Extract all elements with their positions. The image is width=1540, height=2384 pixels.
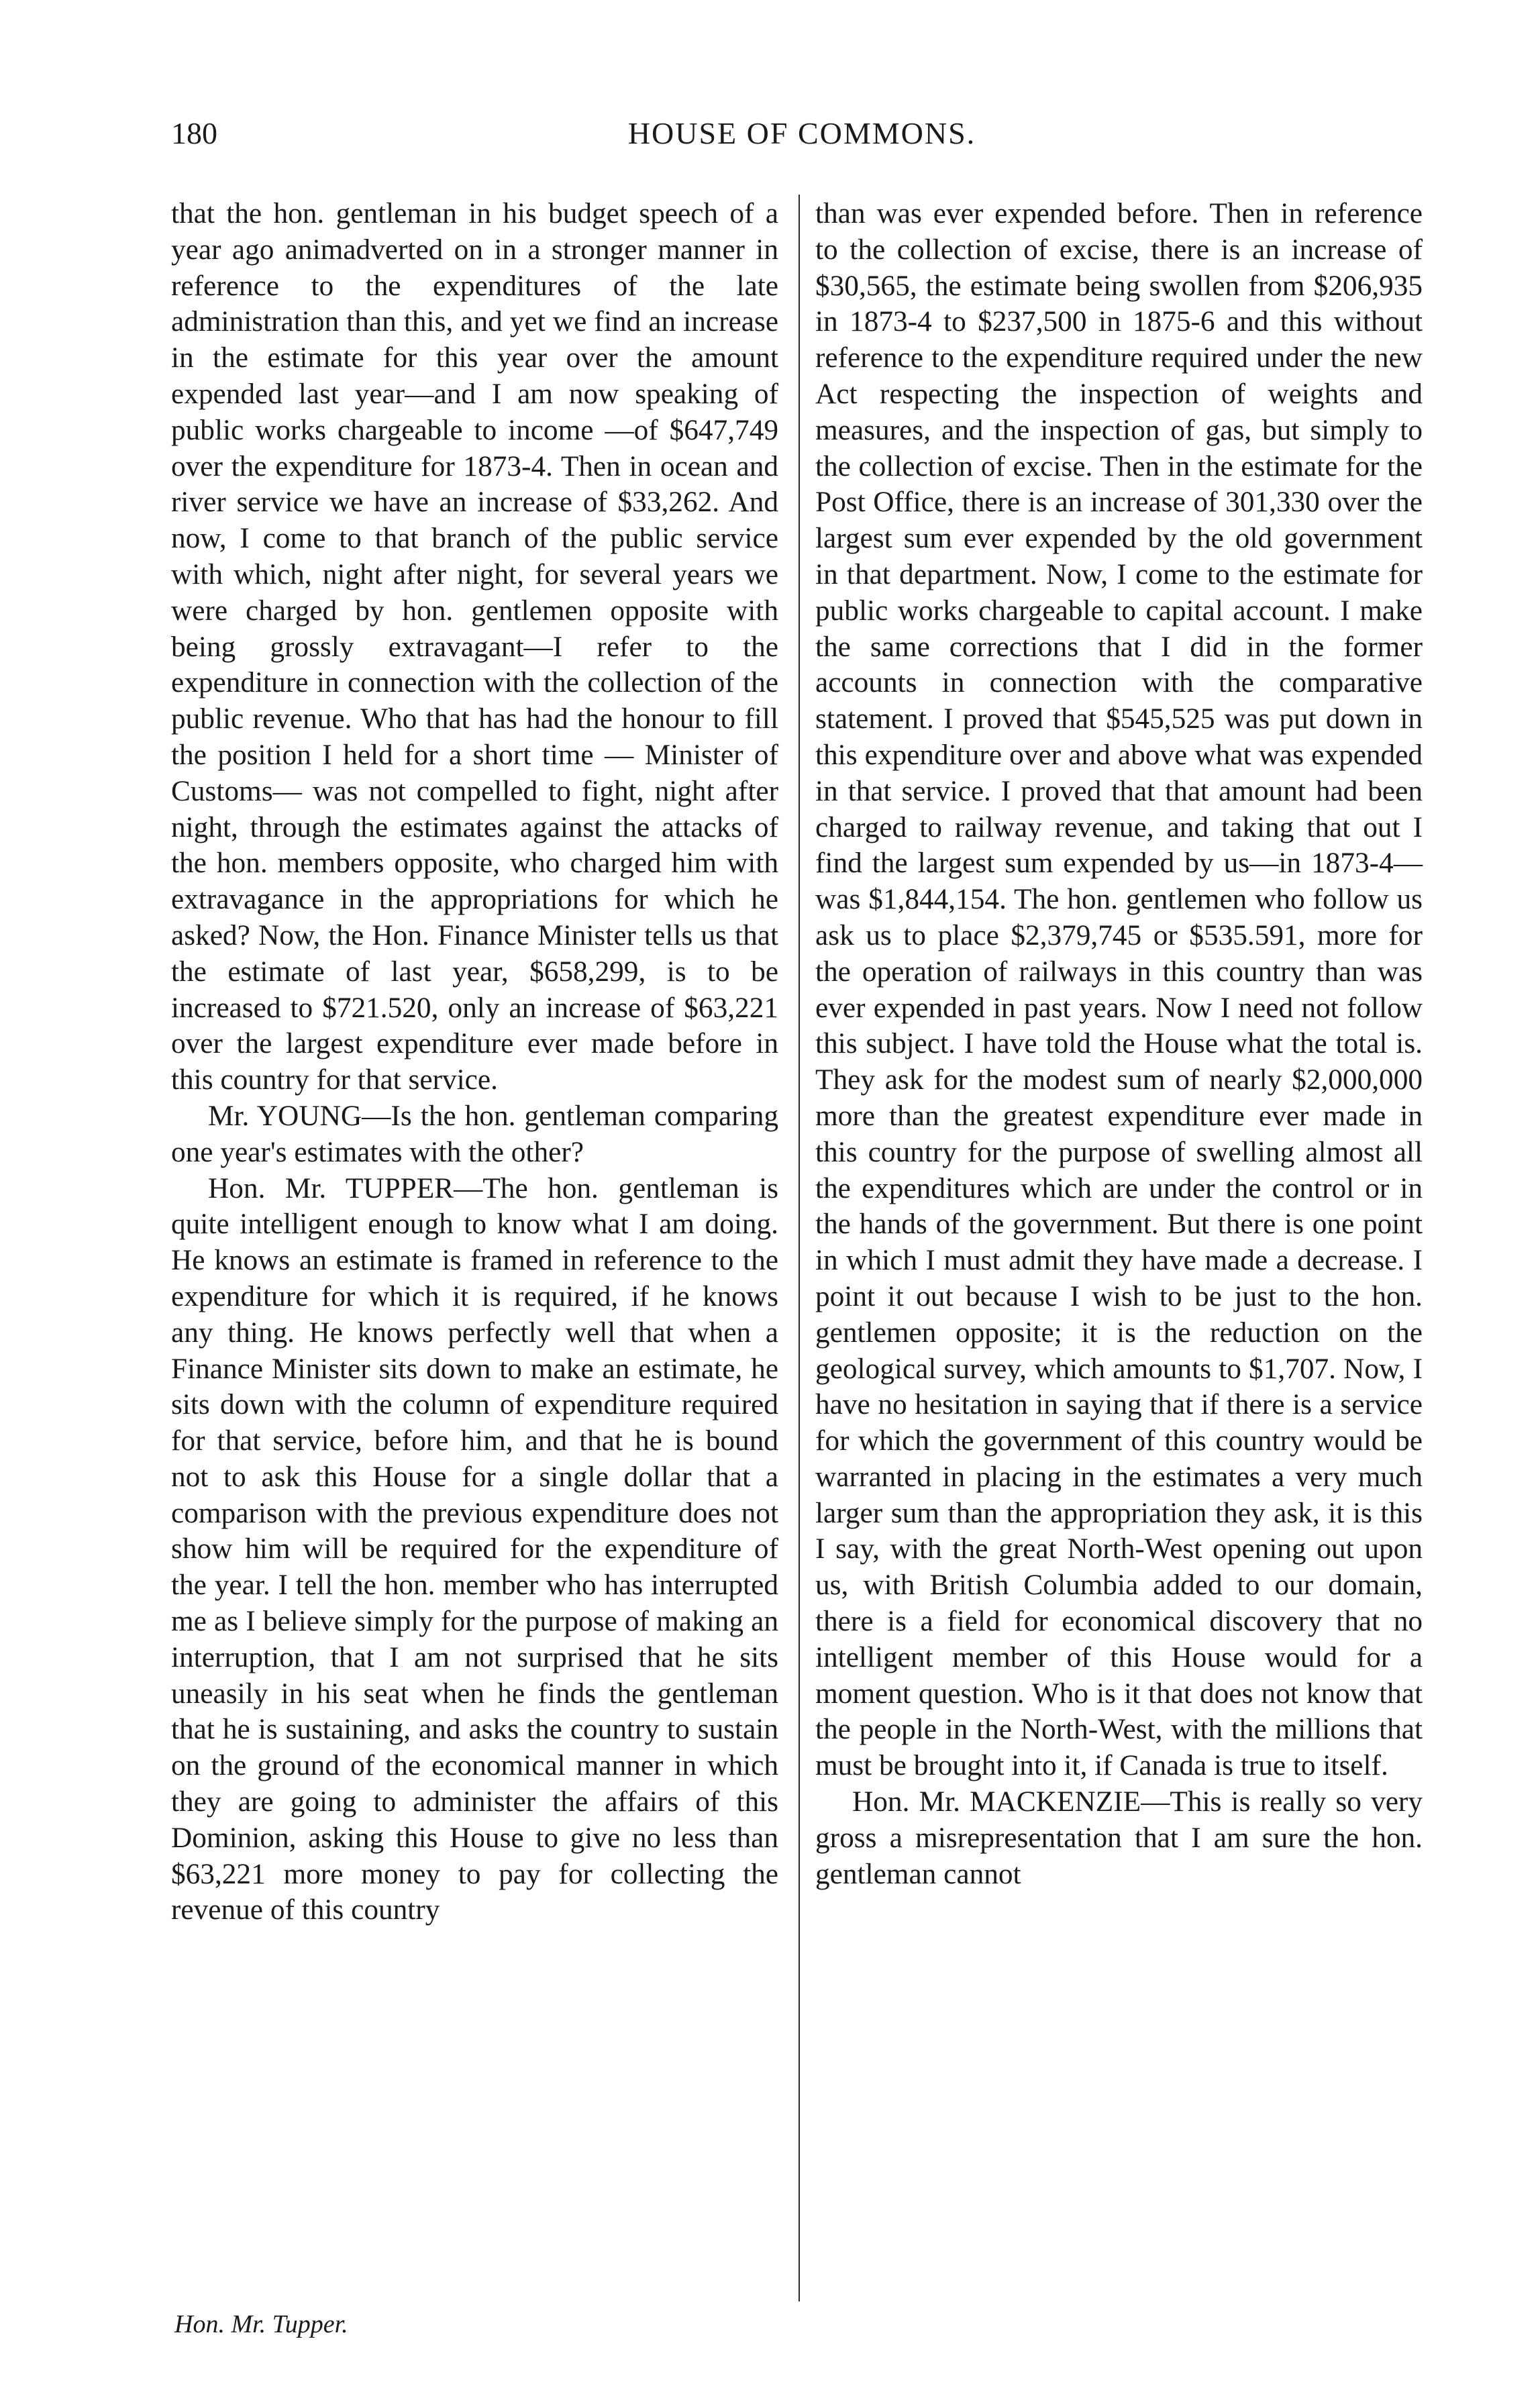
column-divider xyxy=(799,195,800,2301)
right-paragraph-2: Hon. Mr. MACKENZIE—This is really so very gross a misrepresentation that I am sure the hon. gentleman cannot xyxy=(815,1785,1423,1890)
left-column xyxy=(171,196,778,1928)
right-paragraph-1: than was ever expended before. Then in reference to the collection of excise, there is an increase of $30,565, the estimate being swollen from $206,935 in 1873-4 to $237,500 in 1875-6 and this without reference to the expenditure required under the new Act respecting the inspection of weights and measures, and the inspection of gas, but simply to the collection of excise. Then in the estimate for the Post Office, there is an increase of 301,330 over the largest sum ever expended by the old government in that department. Now, I come to the estimate for public works chargeable to capital account. I make the same corrections that I did in the former accounts in connection with the comparative statement. I proved that $545,525 was put down in this expenditure over and above what was expended in that service. I proved that that amount had been charged to railway revenue, and taking that out I find the largest sum expended by us—in 1873-4—was $1,844,154. The hon. gentlemen who follow us ask us to place $2,379,745 or $535.591, more for the operation of railways in this country than was ever expended in past years. Now I need not follow this subject. I have told the House what the total is. They ask for the modest sum of nearly $2,000,000 more than the greatest expenditure ever made in this country for the purpose of swelling almost all the expenditures which are under the control or in the hands of the government. But there is one point in which I must admit they have made a decrease. I point it out because I wish to be just to the hon. gentlemen opposite; it is the reduction on the geological survey, which amounts to $1,707. Now, I have no hesitation in saying that if there is a service for which the government of this country would be warranted in placing in the estimates a very much larger sum than the appropriation they ask, it is this I say, with the great North-West opening out upon us, with British Columbia added to our domain, there is a field for economical discovery that no intelligent member of this House would for a moment question. Who is it that does not know that the people in the North-West, with the millions that must be brought into it, if Canada is true to itself. xyxy=(815,197,1423,1782)
left-paragraph-1: that the hon. gentleman in his budget speech of a year ago animadverted on in a stronger manner in reference to the expenditures of the late administration than this, and yet we find an increase in the estimate for this year over the amount expended last year—and I am now speaking of public works chargeable to income —of $647,749 over the expenditure for 1873-4. Then in ocean and river service we have an increase of $33,262. And now, I come to that branch of the public service with which, night after night, for several years we were charged by hon. gentlemen opposite with being grossly extravagant—I refer to the expenditure in connection with the collection of the public revenue. Who that has had the honour to fill the position I held for a short time — Minister of Customs— was not compelled to fight, night after night, through the estimates against the attacks of the hon. members opposite, who charged him with extravagance in the appropriations for which he asked? Now, the Hon. Finance Minister tells us that the estimate of last year, $658,299, is to be increased to $721.520, only an increase of $63,221 over the largest expenditure ever made before in this country for that service. xyxy=(171,197,778,1096)
right-column xyxy=(815,196,1423,1892)
speaker-catchword: Hon. Mr. Tupper. xyxy=(174,2310,348,2338)
running-head: HOUSE OF COMMONS. xyxy=(627,116,976,150)
left-paragraph-3: Hon. Mr. TUPPER—The hon. gentleman is quite intelligent enough to know what I am doing. He knows an estimate is framed in reference to the expenditure for which it is required, if he knows any thing. He knows perfectly well that when a Finance Minister sits down to make an estimate, he sits down with the column of expenditure required for that service, before him, and that he is bound not to ask this House for a single dollar that a comparison with the previous expenditure does not show him will be required for the expenditure of the year. I tell the hon. member who has interrupted me as I believe simply for the purpose of making an interruption, that I am not surprised that he sits uneasily in his seat when he finds the gentleman that he is sustaining, and asks the country to sustain on the ground of the economical manner in which they are going to administer the affairs of this Dominion, asking this House to give no less than $63,221 more money to pay for collecting the revenue of this country xyxy=(171,1172,778,1926)
page-number: 180 xyxy=(171,116,217,150)
left-paragraph-2: Mr. YOUNG—Is the hon. gentleman comparing one year's estimates with the other? xyxy=(171,1099,778,1168)
page-header xyxy=(171,115,1433,162)
